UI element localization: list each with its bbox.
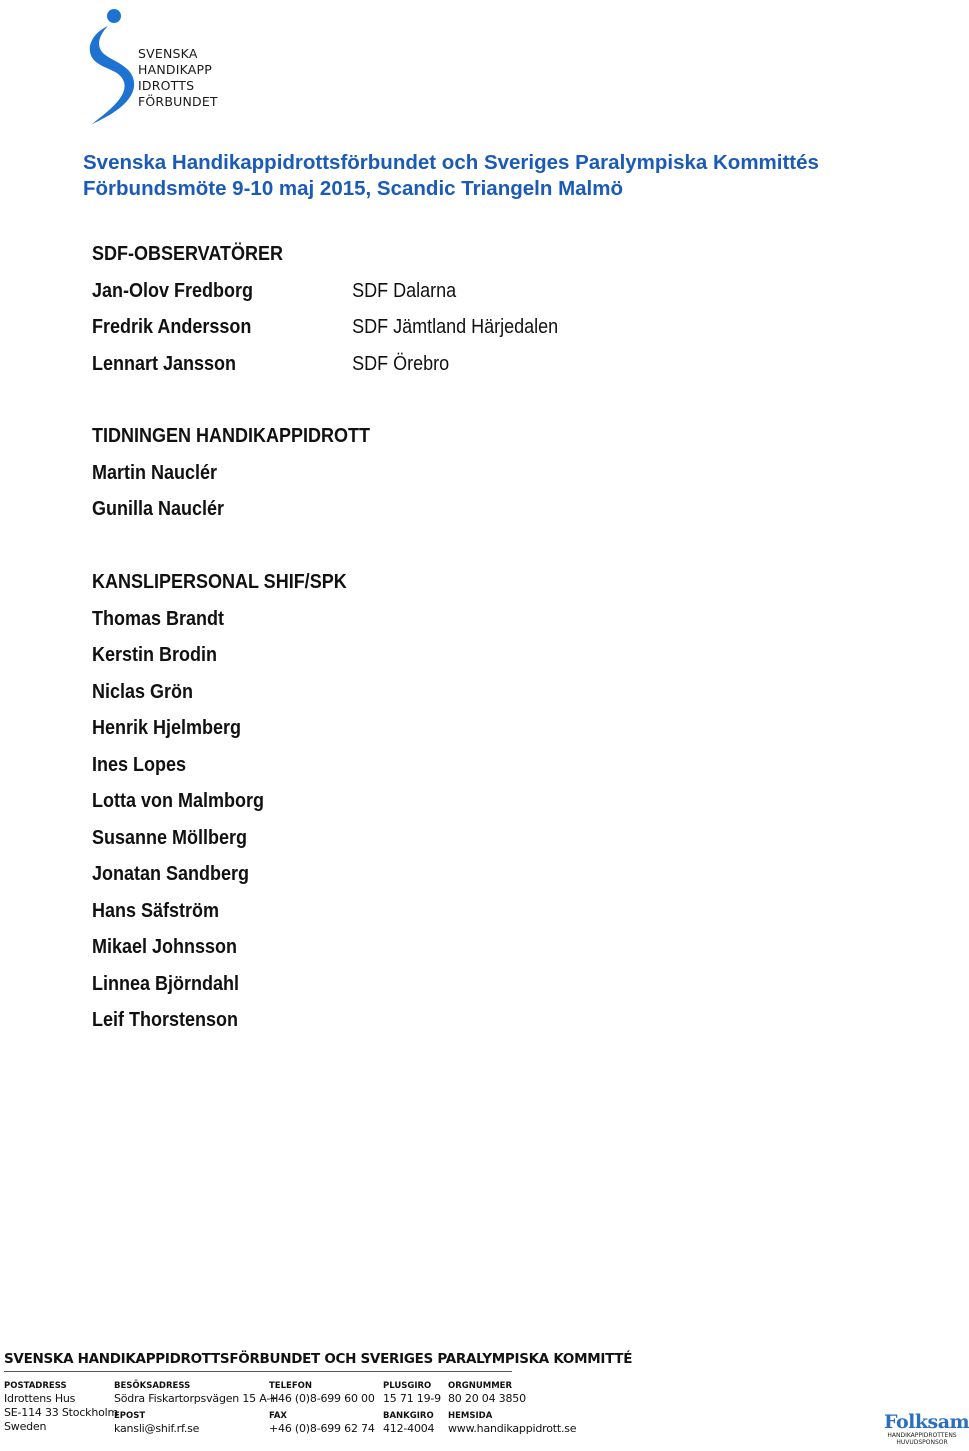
person-name: Mikael Johnsson — [92, 936, 238, 958]
footer-value: 80 20 04 3850 — [448, 1392, 526, 1405]
section-heading: SDF-OBSERVATÖRER — [92, 243, 284, 265]
person-name: Leif Thorstenson — [92, 1009, 239, 1031]
footer-org — [448, 1380, 576, 1436]
footer-postal — [4, 1380, 118, 1434]
logo-figure-icon — [80, 4, 140, 126]
footer-label: PLUSGIRO — [383, 1381, 432, 1391]
footer-label: EPOST — [114, 1411, 146, 1421]
person-name: Susanne Möllberg — [92, 826, 248, 849]
footer-label: ORGNUMMER — [448, 1381, 513, 1391]
organization-logo — [80, 4, 220, 126]
person-name: Kerstin Brodin — [92, 644, 218, 666]
footer-value: +46 (0)8-699 60 00 — [269, 1392, 375, 1405]
footer-label: HEMSIDA — [448, 1411, 493, 1421]
observer-name: Jan-Olov Fredborg — [92, 279, 254, 302]
person-name: Hans Säfström — [92, 899, 220, 922]
footer-label: BANKGIRO — [383, 1411, 434, 1421]
footer-value: Sweden — [4, 1420, 47, 1433]
section-heading: TIDNINGEN HANDIKAPPIDROTT — [92, 425, 371, 447]
footer-email[interactable]: kansli@shif.rf.se — [114, 1422, 200, 1435]
title-line-2: Förbundsmöte 9-10 maj 2015, Scandic Triangeln Malmö — [83, 177, 623, 200]
footer-value: Södra Fiskartorpsvägen 15 A-H — [114, 1392, 279, 1405]
footer-label: BESÖKSADRESS — [114, 1381, 191, 1391]
footer-website-link[interactable]: www.handikappidrott.se — [448, 1422, 577, 1435]
person-name: Henrik Hjelmberg — [92, 717, 242, 739]
observer-row — [92, 346, 558, 383]
document-title — [83, 150, 819, 202]
logo-line: IDROTTS — [138, 78, 195, 93]
staff-section — [92, 564, 347, 1039]
section-heading: KANSLIPERSONAL SHIF/SPK — [92, 571, 347, 593]
footer-value: 412-4004 — [383, 1422, 435, 1435]
person-name: Martin Nauclér — [92, 461, 218, 484]
footer-visit — [114, 1380, 278, 1436]
observer-name: Fredrik Andersson — [92, 316, 252, 338]
observer-org: SDF Dalarna — [352, 279, 457, 302]
newspaper-section — [92, 418, 370, 528]
observer-org: SDF Jämtland Härjedalen — [352, 316, 559, 338]
person-name: Ines Lopes — [92, 753, 187, 776]
observer-row — [92, 309, 558, 346]
person-name: Gunilla Nauclér — [92, 498, 225, 520]
person-name: Thomas Brandt — [92, 607, 225, 630]
footer-label: FAX — [269, 1411, 287, 1421]
person-name: Jonatan Sandberg — [92, 863, 250, 885]
footer-label: TELEFON — [269, 1381, 312, 1391]
person-name: Lotta von Malmborg — [92, 790, 264, 812]
footer-phone — [269, 1380, 375, 1436]
footer-org-name: SVENSKA HANDIKAPPIDROTTSFÖRBUNDET OCH SVERIGES PARALYMPISKA KOMMITTÉ — [4, 1351, 512, 1372]
sponsor-brand: Folksam — [884, 1411, 969, 1433]
footer-value: 15 71 19-9 — [383, 1392, 441, 1405]
title-line-1: Svenska Handikappidrottsförbundet och Sveriges Paralympiska Kommittés — [83, 151, 819, 174]
observer-row — [92, 273, 558, 310]
logo-line: FÖRBUNDET — [138, 94, 218, 109]
observers-section — [92, 236, 558, 382]
sponsor-line: HUVUDSPONSOR — [896, 1439, 948, 1446]
sponsor-logo — [884, 1411, 969, 1446]
logo-line: SVENSKA — [138, 46, 198, 61]
footer-value: +46 (0)8-699 62 74 — [269, 1422, 375, 1435]
footer-value: Idrottens Hus — [4, 1392, 76, 1405]
person-name: Linnea Björndahl — [92, 972, 240, 995]
observer-name: Lennart Jansson — [92, 352, 237, 375]
footer-value: SE-114 33 Stockholm — [4, 1406, 119, 1419]
logo-line: HANDIKAPP — [138, 62, 213, 77]
observer-org: SDF Örebro — [352, 352, 450, 375]
footer-label: POSTADRESS — [4, 1381, 67, 1391]
person-name: Niclas Grön — [92, 680, 194, 703]
footer-giro — [383, 1380, 441, 1436]
sponsor-line: HANDIKAPPIDROTTENS — [887, 1432, 957, 1439]
logo-text — [138, 46, 218, 110]
